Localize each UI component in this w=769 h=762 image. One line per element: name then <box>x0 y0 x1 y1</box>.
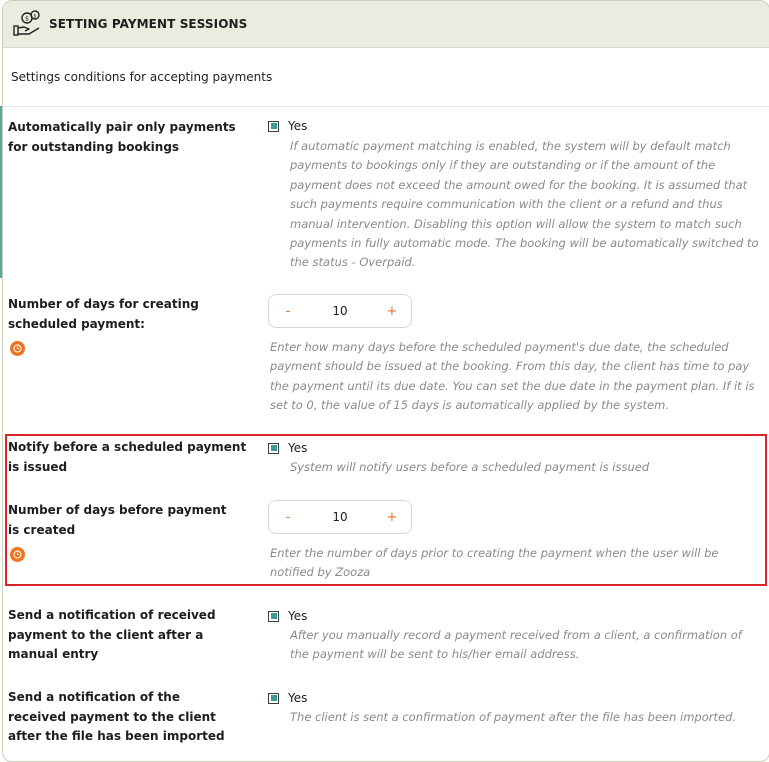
setting-label-notify-import: Send a notification of the received payment to the client after the file has been imported <box>8 690 225 743</box>
increment-button[interactable]: + <box>386 303 398 319</box>
setting-description: After you manually record a payment received from a client, a confirmation of the payment will be sent to his/her email address. <box>290 628 742 662</box>
row-accent-bar <box>0 106 2 278</box>
setting-label-days-before-created: Number of days before payment is created <box>8 503 227 537</box>
setting-description: Enter how many days before the scheduled payment's due date, the scheduled payment should be issued at the booking. From this day, the client has time to pay the payment until its due date. You can set the due date in the payment plan. If it is set to 0, the value of 15 days is automatically applied by the system. <box>270 340 755 413</box>
days-before-created-stepper[interactable] <box>268 500 412 534</box>
svg-text:$: $ <box>33 13 37 20</box>
setting-label-pair-outstanding: Automatically pair only payments for outstanding bookings <box>8 120 236 154</box>
stepper-value[interactable]: 10 <box>332 304 348 318</box>
setting-label-notify-before: Notify before a scheduled payment is issued <box>8 440 247 474</box>
panel-subtitle: Settings conditions for accepting payments <box>3 48 769 107</box>
checkbox-pair-outstanding[interactable] <box>268 119 307 133</box>
checked-indicator <box>271 695 277 701</box>
checkbox-box[interactable] <box>268 443 279 454</box>
checked-indicator <box>271 445 277 451</box>
setting-description: If automatic payment matching is enabled, the system will by default match payments to bookings only if they are outstanding or if the amount of the payment does not exceed the amount owed for the booking. It is assumed that such payments require communication with the client or a refund and thus manual intervention. Disabling this option will allow the system to match such payments in fully automatic mode. The booking will be automatically switched to the status - Overpaid. <box>290 139 759 270</box>
days-scheduled-stepper[interactable] <box>268 294 412 328</box>
checkbox-notify-manual[interactable] <box>268 609 307 623</box>
increment-button[interactable]: + <box>386 509 398 525</box>
clock-icon <box>10 547 25 562</box>
panel-header <box>3 1 769 48</box>
checkbox-label: Yes <box>288 441 308 455</box>
checked-indicator <box>271 613 277 619</box>
decrement-button[interactable]: - <box>285 509 291 525</box>
checkbox-notify-import[interactable] <box>268 691 307 705</box>
decrement-button[interactable]: - <box>285 303 291 319</box>
checkbox-label: Yes <box>288 119 308 133</box>
setting-label-notify-manual: Send a notification of received payment to the client after a manual entry <box>8 608 216 661</box>
panel-title: SETTING PAYMENT SESSIONS <box>49 17 248 31</box>
stepper-value[interactable]: 10 <box>332 510 348 524</box>
clock-icon <box>10 341 25 356</box>
setting-description: System will notify users before a scheduled payment is issued <box>290 460 650 474</box>
setting-description: Enter the number of days prior to creating the payment when the user will be notified by Zooza <box>270 546 719 580</box>
payment-hand-icon <box>11 8 45 40</box>
checkbox-box[interactable] <box>268 611 279 622</box>
checkbox-notify-before[interactable] <box>268 441 307 455</box>
setting-label-days-scheduled: Number of days for creating scheduled payment: <box>8 297 199 331</box>
setting-description: The client is sent a confirmation of payment after the file has been imported. <box>290 710 737 724</box>
svg-text:$: $ <box>25 15 29 23</box>
checkbox-label: Yes <box>288 691 308 705</box>
checked-indicator <box>271 123 277 129</box>
checkbox-box[interactable] <box>268 121 279 132</box>
checkbox-box[interactable] <box>268 693 279 704</box>
checkbox-label: Yes <box>288 609 308 623</box>
